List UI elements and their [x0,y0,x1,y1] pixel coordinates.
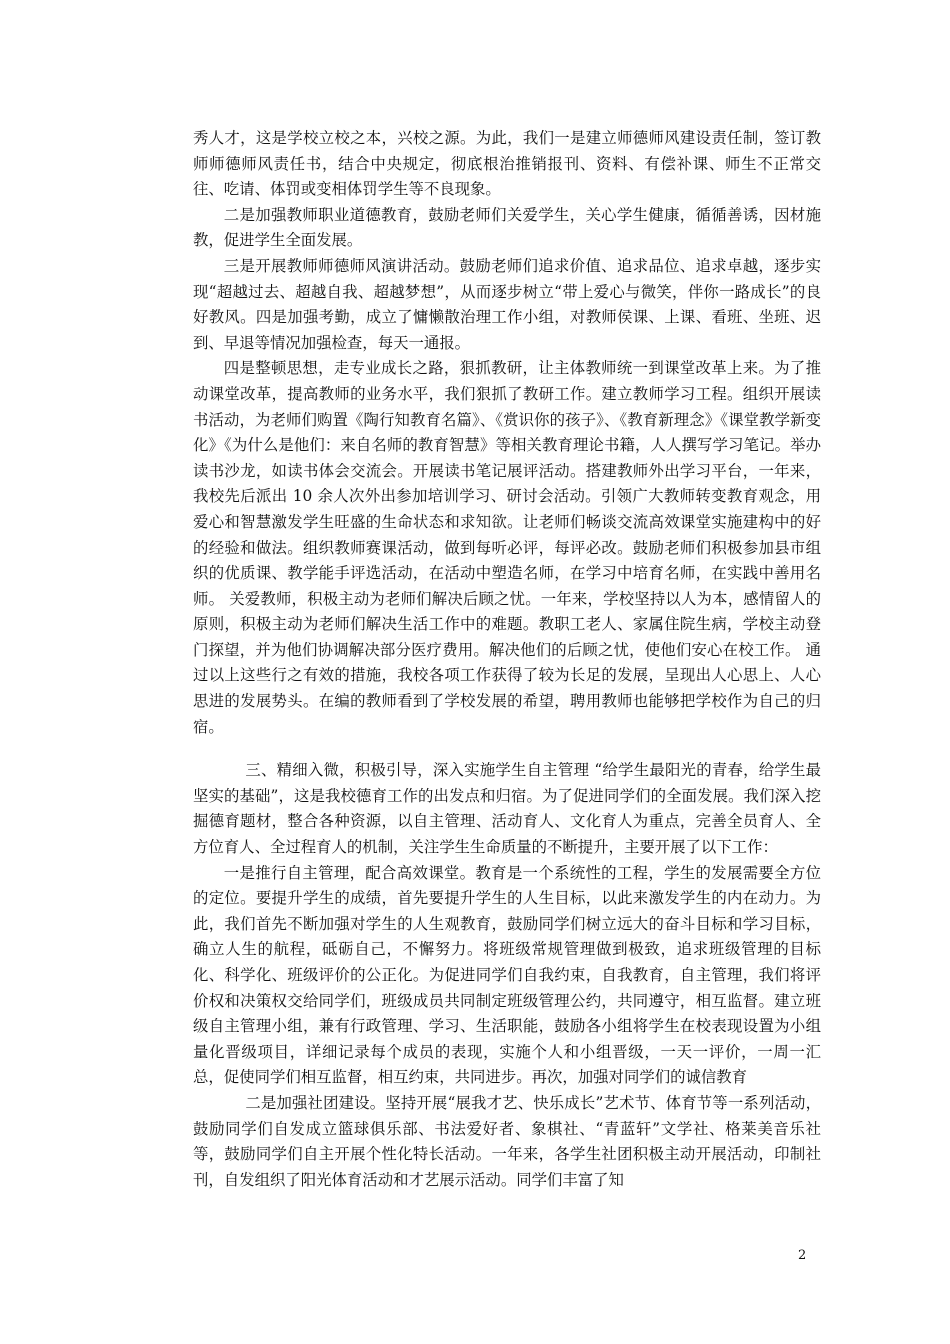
paragraph-6: 一是推行自主管理，配合高效课堂。教育是一个系统性的工程，学生的发展需要全方位的定位。要提升学生的成绩，首先要提升学生的人生目标，以此来激发学生的内在动力。为此，我们首先不断加强对学生的人生观教育，鼓励同学们树立远大的奋斗目标和学习目标，确立人生的航程，砥砺自己，不懈努力。将班级常规管理做到极致，追求班级管理的目标化、科学化、班级评价的公正化。为促进同学们自我约束，自我教育，自主管理，我们将评价权和决策权交给同学们，班级成员共同制定班级管理公约，共同遵守，相互监督。建立班级自主管理小组，兼有行政管理、学习、生活职能，鼓励各小组将学生在校表现设置为小组量化晋级项目，详细记录每个成员的表现，实施个人和小组晋级，一天一评价，一周一汇总，促使同学们相互监督，相互约束，共同进步。再次，加强对同学们的诚信教育 [193,863,821,1087]
paragraph-1: 秀人才，这是学校立校之本，兴校之源。为此，我们一是建立师德师风建设责任制，签订教师师德师风责任书，结合中央规定，彻底根治推销报刊、资料、有偿补课、师生不正常交往、吃请、体罚或变相体罚学生等不良现象。 [193,129,821,199]
document-body [193,126,821,1193]
paragraph-2: 二是加强教师职业道德教育，鼓励老师们关爱学生，关心学生健康，循循善诱，因材施教，促进学生全面发展。 [193,205,821,250]
section-heading-paragraph: 三、精细入微，积极引导，深入实施学生自主管理 “给学生最阳光的青春，给学生最坚实的基础”，这是我校德育工作的出发点和归宿。为了促进同学们的全面发展。我们深入挖掘德育题材，整合各种资源，以自主管理、活动育人、文化育人为重点，完善全员育人、全方位育人、全过程育人的机制，关注学生生命质量的不断提升，主要开展了以下工作： [193,761,821,857]
paragraph-3: 三是开展教师师德师风演讲活动。鼓励老师们追求价值、追求品位、追求卓越，逐步实现“超越过去、超越自我、超越梦想”，从而逐步树立“带上爱心与微笑，伴你一路成长”的良好教风。四是加强考勤，成立了慵懒散治理工作小组，对教师侯课、上课、看班、坐班、迟到、早退等情况加强检查，每天一通报。 [193,256,821,352]
paragraph-gap [193,740,821,758]
page-number: 2 [798,1248,807,1263]
paragraph-4: 四是整顿思想，走专业成长之路，狠抓教研，让主体教师统一到课堂改革上来。为了推动课堂改革，提高教师的业务水平，我们狠抓了教研工作。建立教师学习工程。组织开展读书活动，为老师们购置《陶行知教育名篇》、《赏识你的孩子》、《教育新理念》《课堂教学新变化》《为什么是他们：来自名师的教育智慧》等相关教育理论书籍，人人撰写学习笔记。举办读书沙龙，如读书体会交流会。开展读书笔记展评活动。搭建教师外出学习平台，一年来，我校先后派出 10 余人次外出参加培训学习、研讨会活动。引领广大教师转变教育观念，用爱心和智慧激发学生旺盛的生命状态和求知欲。让老师们畅谈交流高效课堂实施建构中的好的经验和做法。组织教师赛课活动，做到每听必评，每评必改。鼓励老师们积极参加县市组织的优质课、教学能手评选活动，在活动中塑造名师，在学习中培育名师，在实践中善用名师。 关爱教师，积极主动为老师们解决后顾之忧。一年来，学校坚持以人为本，感情留人的原则，积极主动为老师们解决生活工作中的难题。教职工老人、家属住院生病，学校主动登门探望，并为他们协调解决部分医疗费用。解决他们的后顾之忧，使他们安心在校工作。 通过以上这些行之有效的措施，我校各项工作获得了较为长足的发展，呈现出人心思上、人心思进的发展势头。在编的教师看到了学校发展的希望，聘用教师也能够把学校作为自己的归宿。 [193,359,821,736]
paragraph-7: 二是加强社团建设。坚持开展“展我才艺、快乐成长”艺术节、体育节等一系列活动，鼓励同学们自发成立篮球俱乐部、书法爱好者、象棋社、“青蓝轩”文学社、格莱美音乐社等，鼓励同学们自主开展个性化特长活动。一年来，各学生社团积极主动开展活动，印制社刊，自发组织了阳光体育活动和才艺展示活动。同学们丰富了知 [193,1093,821,1189]
